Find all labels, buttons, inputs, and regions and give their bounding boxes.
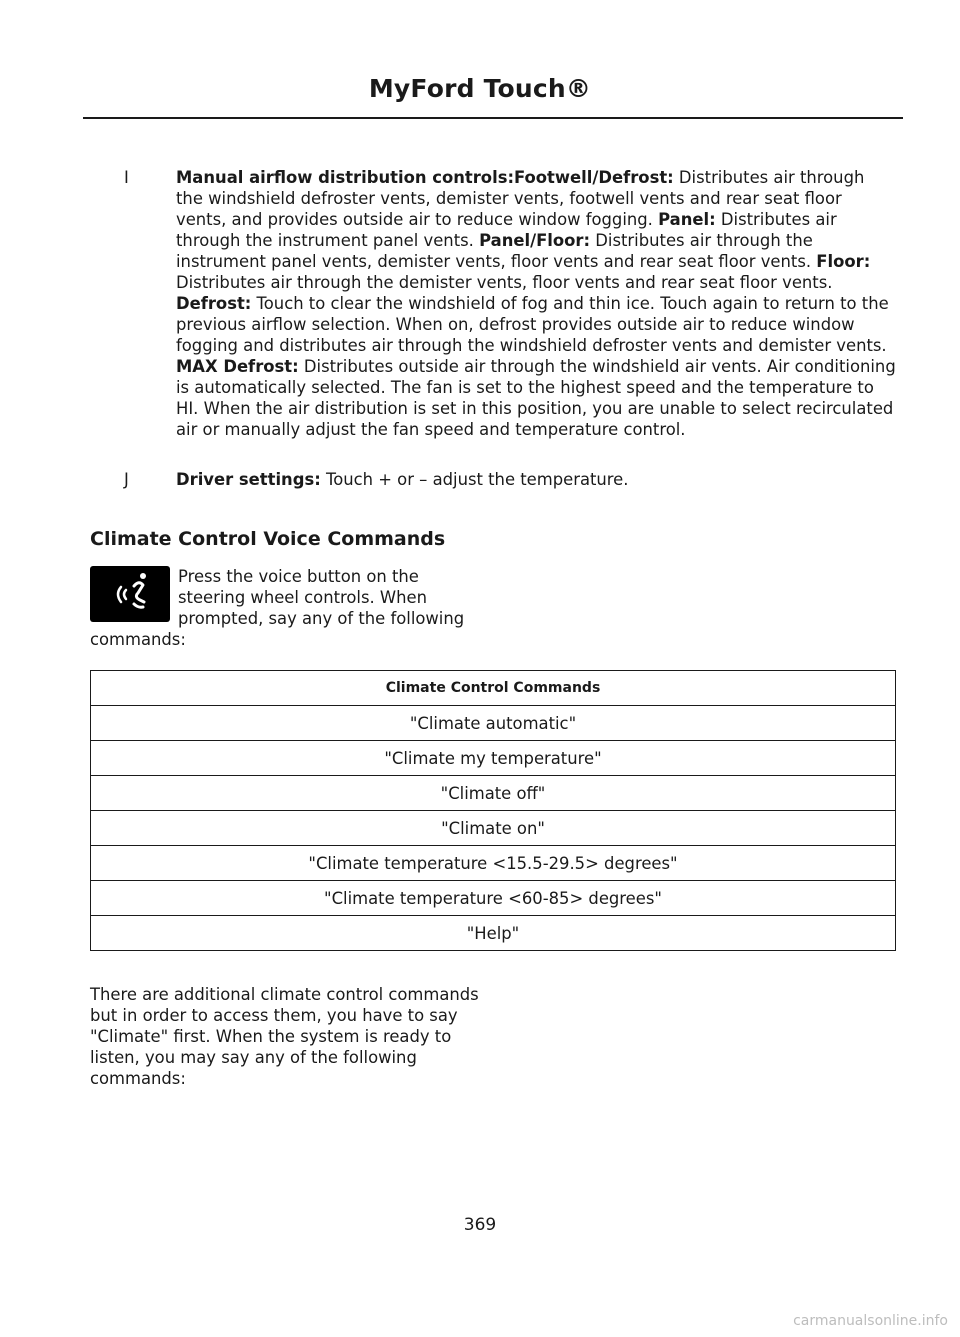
table-row: [91, 916, 896, 951]
item-description: [176, 167, 896, 440]
desc-footwell-defrost: Distributes air through the windshield defroster vents, demister vents, footwell vents and rear seat floor vents, and provides outside air to reduce window fogging.: [176, 168, 865, 229]
intro-paragraph: [90, 566, 490, 650]
table-row: [91, 706, 896, 741]
term-driver-settings: Driver settings:: [176, 470, 321, 489]
page-number: 369: [463, 1215, 497, 1235]
outro-paragraph: There are additional climate control commands but in order to access them, you have to say "Climate" first. When the system is ready to listen, you may say any of the following commands:: [90, 985, 479, 1088]
table-cell: "Climate automatic": [91, 706, 896, 741]
desc-max-defrost: Distributes outside air through the windshield air vents. Air conditioning is automatically selected. The fan is set to the highest speed and the temperature to HI. When the air distribution is set in this position, you are unable to select recirculated air or manually adjust the fan speed and temperature control.: [176, 357, 896, 439]
table-cell: "Climate temperature <60-85> degrees": [91, 881, 896, 916]
term-panel: Panel:: [658, 210, 716, 229]
desc-floor: Distributes air through the demister vents, floor vents and rear seat floor vents.: [176, 273, 833, 292]
term-floor: Floor:: [816, 252, 871, 271]
list-item-j: [124, 469, 899, 493]
table-cell: "Climate on": [91, 811, 896, 846]
table-row: [91, 811, 896, 846]
desc-panel-floor: Distributes air through the instrument panel vents, demister vents, floor vents and rear seat floor vents.: [176, 231, 817, 271]
table-row: [91, 776, 896, 811]
term-defrost: Defrost:: [176, 294, 252, 313]
list-item-i: [124, 167, 899, 467]
table-cell: "Help": [91, 916, 896, 951]
term-panel-floor: Panel/Floor:: [479, 231, 591, 250]
item-description: [176, 469, 896, 490]
watermark-link[interactable]: carmanualsonline.info: [793, 1313, 948, 1329]
desc-defrost: Touch to clear the windshield of fog and thin ice. Touch again to return to the previous airflow selection. When on, defrost provides outside air to reduce window fogging and distributes air through the windshield defroster vents and demister vents.: [176, 294, 889, 355]
table-cell: "Climate temperature <15.5-29.5> degrees": [91, 846, 896, 881]
table-row: [91, 846, 896, 881]
table-cell: "Climate my temperature": [91, 741, 896, 776]
table-header: Climate Control Commands: [91, 671, 896, 706]
table-row: [91, 881, 896, 916]
intro-text: Press the voice button on the steering wheel controls. When prompted, say any of the following commands:: [90, 567, 465, 649]
page-header-title: MyFord Touch®: [368, 74, 592, 103]
table-header-row: [91, 671, 896, 706]
item-letter: I: [124, 168, 129, 187]
term-max-defrost: MAX Defrost:: [176, 357, 299, 376]
header-divider: [83, 117, 903, 119]
table-row: [91, 741, 896, 776]
icon-spacer: [90, 566, 178, 626]
desc-driver-settings: Touch + or – adjust the temperature.: [320, 470, 629, 489]
climate-commands-table: [90, 670, 896, 951]
desc-panel: Distributes air through the instrument panel vents.: [176, 210, 837, 250]
item-letter: J: [124, 470, 129, 489]
section-heading: Climate Control Voice Commands: [90, 528, 446, 550]
term-footwell-defrost: Manual airflow distribution controls:Footwell/Defrost:: [176, 168, 674, 187]
table-cell: "Climate off": [91, 776, 896, 811]
